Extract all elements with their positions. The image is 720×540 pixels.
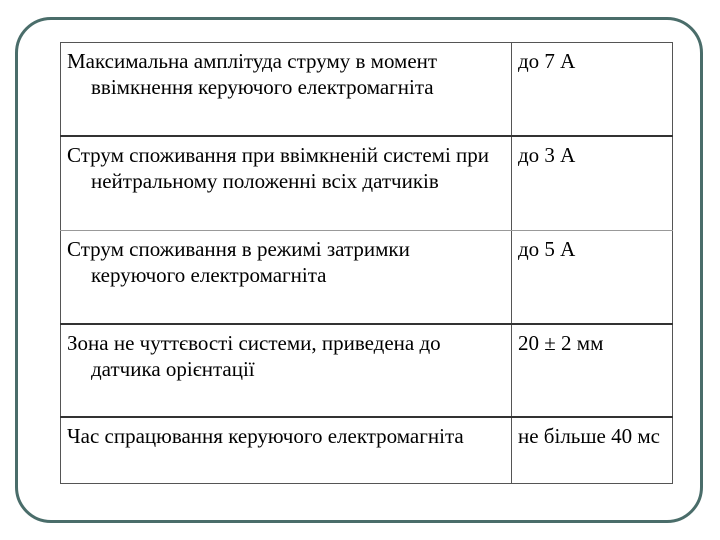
value-cell xyxy=(512,231,673,325)
table-row xyxy=(61,231,673,325)
parameter-cell xyxy=(61,417,512,484)
value-text: до 5 А xyxy=(518,237,576,261)
parameter-text: Зона не чуттєвості системи, приведена до датчика орієнтації xyxy=(67,331,441,381)
value-text: до 7 А xyxy=(518,49,576,73)
parameter-text: Час спрацювання керуючого електромагніта xyxy=(67,424,464,448)
table-row xyxy=(61,136,673,231)
value-cell xyxy=(512,324,673,417)
value-cell xyxy=(512,417,673,484)
value-cell xyxy=(512,136,673,231)
parameter-cell xyxy=(61,324,512,417)
table-row xyxy=(61,417,673,484)
table-row xyxy=(61,43,673,137)
value-text: 20 ± 2 мм xyxy=(518,331,604,355)
parameter-cell xyxy=(61,43,512,137)
parameter-text: Максимальна амплітуда струму в момент ввімкнення керуючого електромагніта xyxy=(67,49,438,99)
value-text: до 3 А xyxy=(518,143,576,167)
parameter-cell xyxy=(61,136,512,231)
value-cell xyxy=(512,43,673,137)
value-text: не більше 40 мс xyxy=(518,424,660,448)
table-row xyxy=(61,324,673,417)
parameter-cell xyxy=(61,231,512,325)
parameter-text: Струм споживання при ввімкненій системі при нейтральному положенні всіх датчиків xyxy=(67,143,490,193)
specifications-table xyxy=(60,42,673,484)
parameter-text: Струм споживання в режимі затримки керуючого електромагніта xyxy=(67,237,410,287)
